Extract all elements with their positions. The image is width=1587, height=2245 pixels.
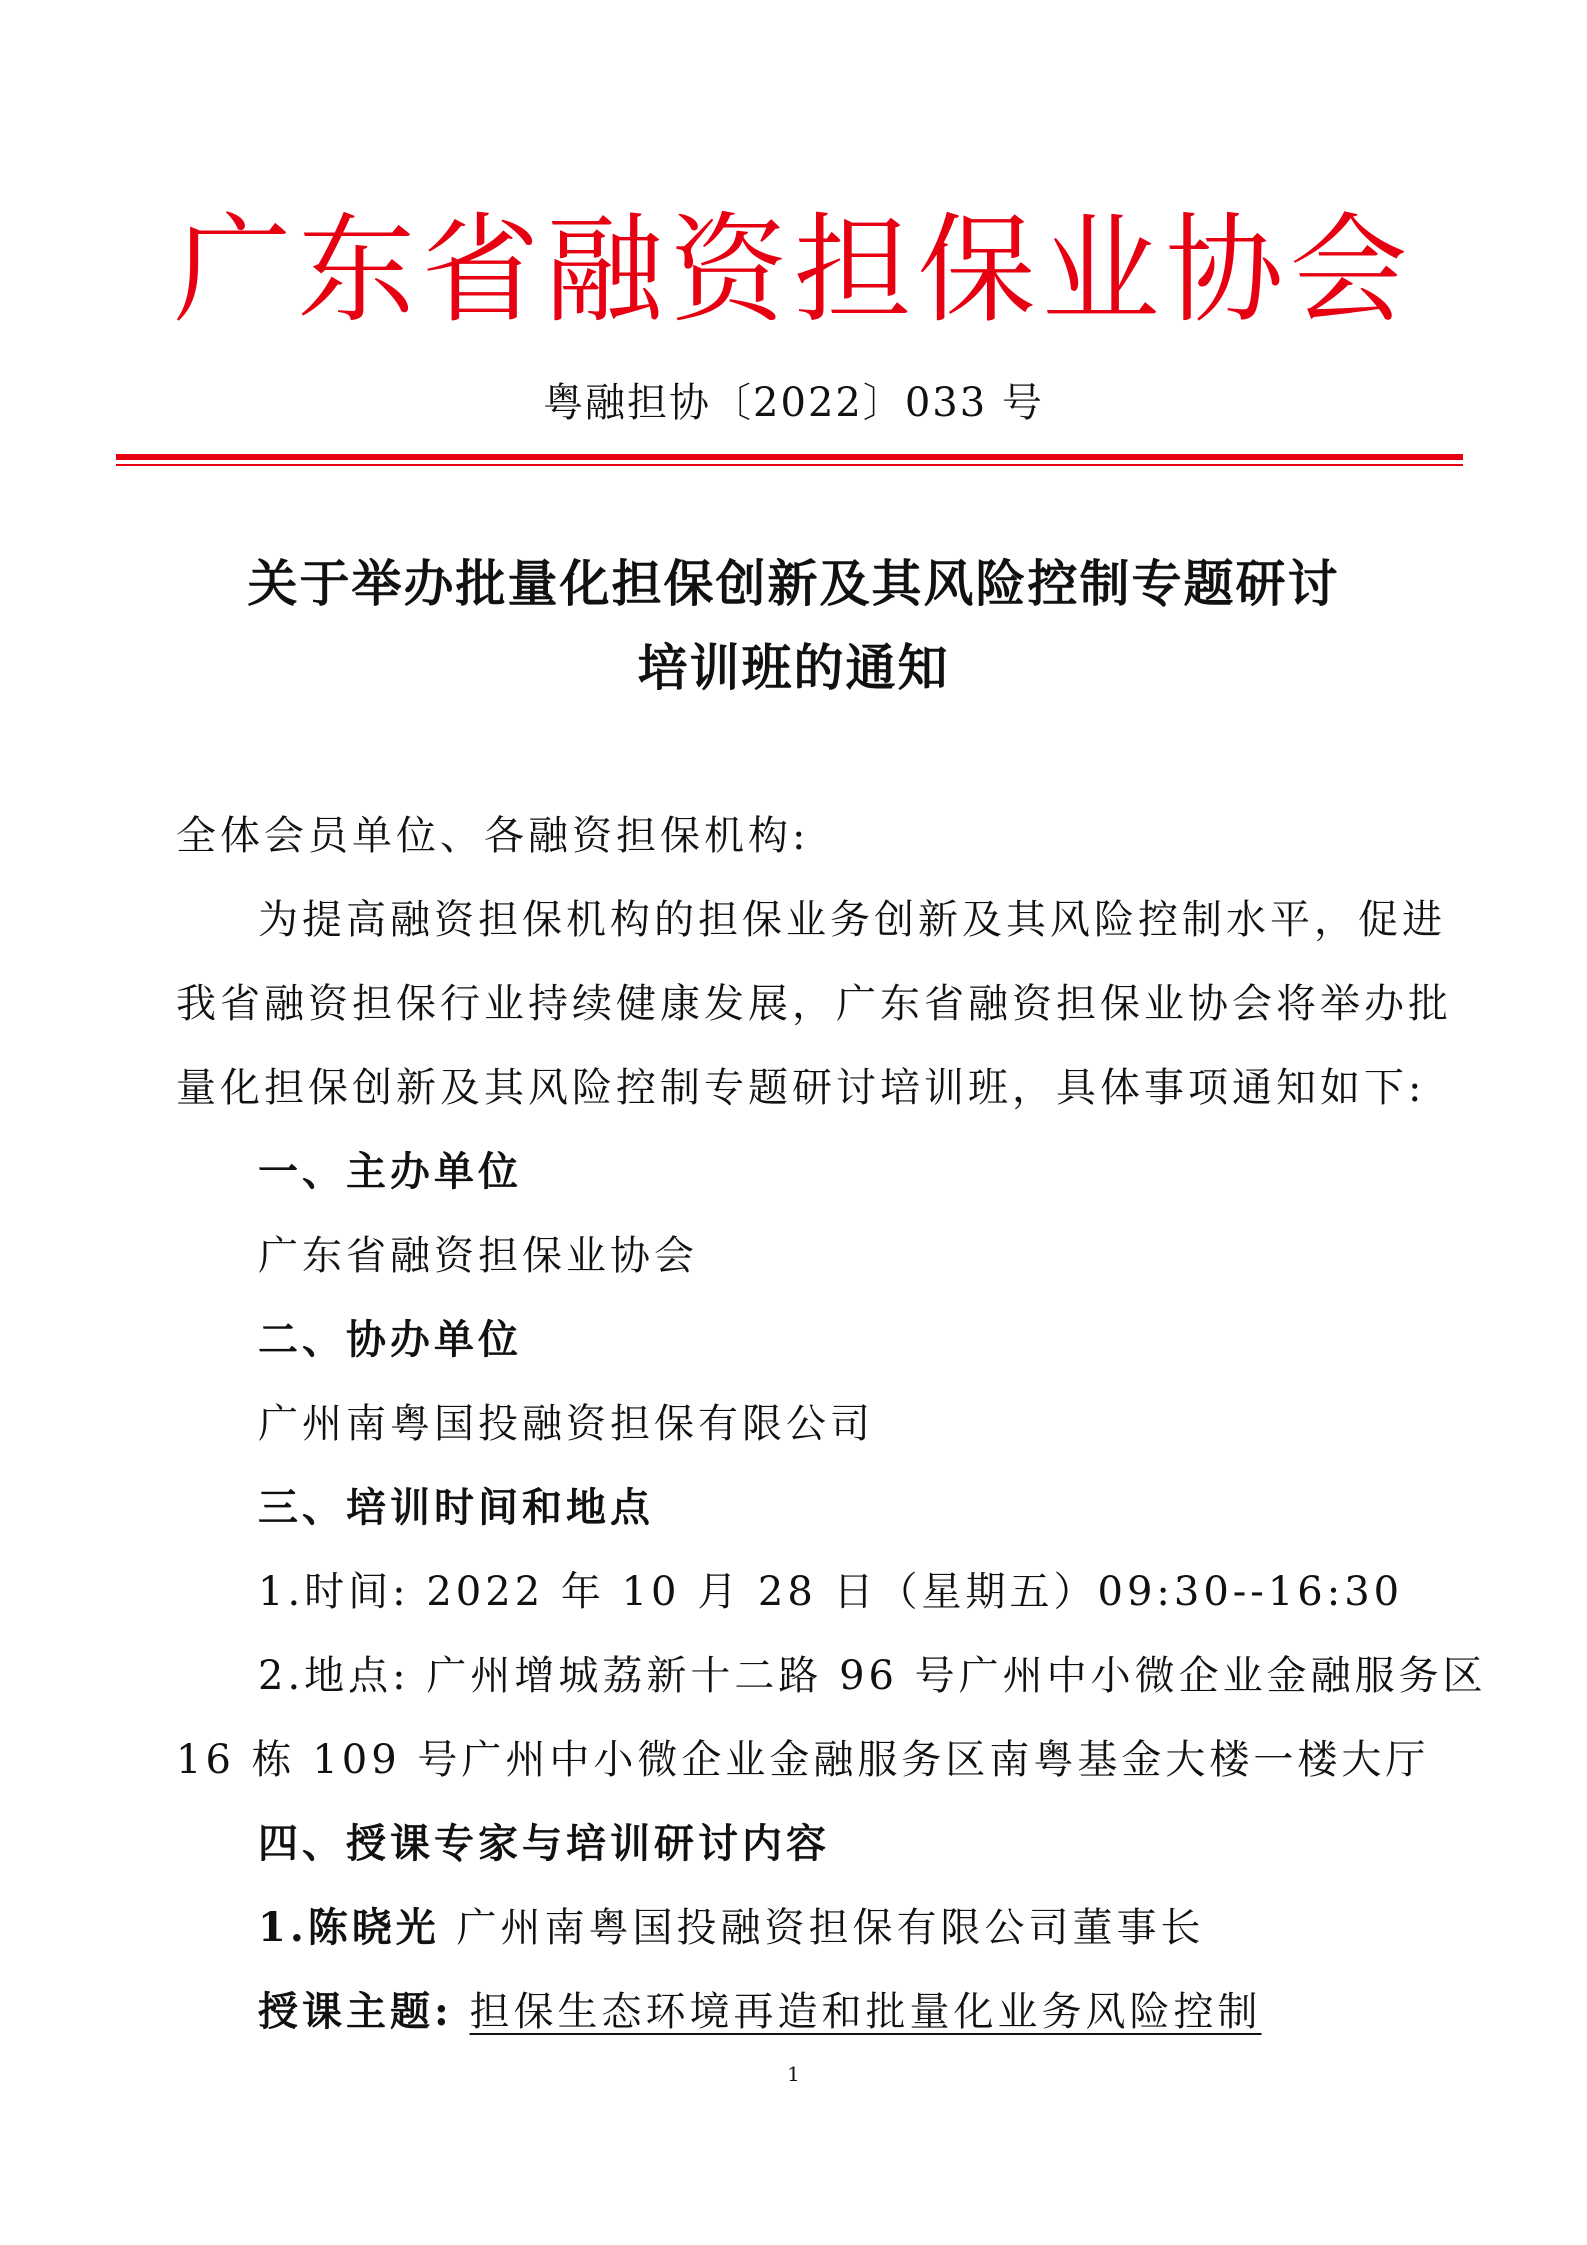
section-4-heading: 四、授课专家与培训研讨内容 [258, 1820, 830, 1867]
topic-label: 授课主题: [258, 1988, 453, 2035]
intro-line-1: 为提高融资担保机构的担保业务创新及其风险控制水平，促进 [258, 897, 1446, 943]
training-place-line-1: 2.地点: 广州增城荔新十二路 96 号广州中小微企业金融服务区 [258, 1653, 1487, 1699]
red-divider-thick [116, 454, 1463, 460]
section-3-heading: 三、培训时间和地点 [258, 1484, 654, 1531]
masthead-title: 广东省融资担保业协会 [173, 201, 1414, 339]
section-1-body: 广东省融资担保业协会 [258, 1233, 698, 1279]
red-divider-thin [116, 464, 1463, 466]
training-time: 1.时间: 2022 年 10 月 28 日（星期五）09:30--16:30 [258, 1569, 1404, 1615]
page-number: 1 [787, 2062, 800, 2086]
expert-1 [258, 1900, 1204, 1956]
topic-line [258, 1984, 1261, 2040]
section-2-body: 广州南粤国投融资担保有限公司 [258, 1401, 874, 1447]
section-1-heading: 一、主办单位 [258, 1148, 522, 1195]
intro-line-2: 我省融资担保行业持续健康发展，广东省融资担保业协会将举办批 [176, 981, 1452, 1027]
notice-title [140, 542, 1447, 710]
topic-value: 担保生态环境再造和批量化业务风险控制 [469, 1989, 1262, 2035]
document-number: 粤融担协〔2022〕033 号 [543, 380, 1044, 426]
section-2-heading: 二、协办单位 [258, 1316, 522, 1363]
expert-1-org: 广州南粤国投融资担保有限公司董事长 [439, 1905, 1205, 1951]
notice-title-line1: 关于举办批量化担保创新及其风险控制专题研讨 [247, 554, 1340, 613]
training-place-line-2: 16 栋 109 号广州中小微企业金融服务区南粤基金大楼一楼大厅 [176, 1737, 1430, 1783]
intro-line-3: 量化担保创新及其风险控制专题研讨培训班，具体事项通知如下: [176, 1065, 1426, 1111]
salutation: 全体会员单位、各融资担保机构: [176, 813, 810, 859]
notice-title-line2: 培训班的通知 [637, 638, 950, 697]
expert-1-name: 1.陈晓光 [258, 1904, 440, 1951]
